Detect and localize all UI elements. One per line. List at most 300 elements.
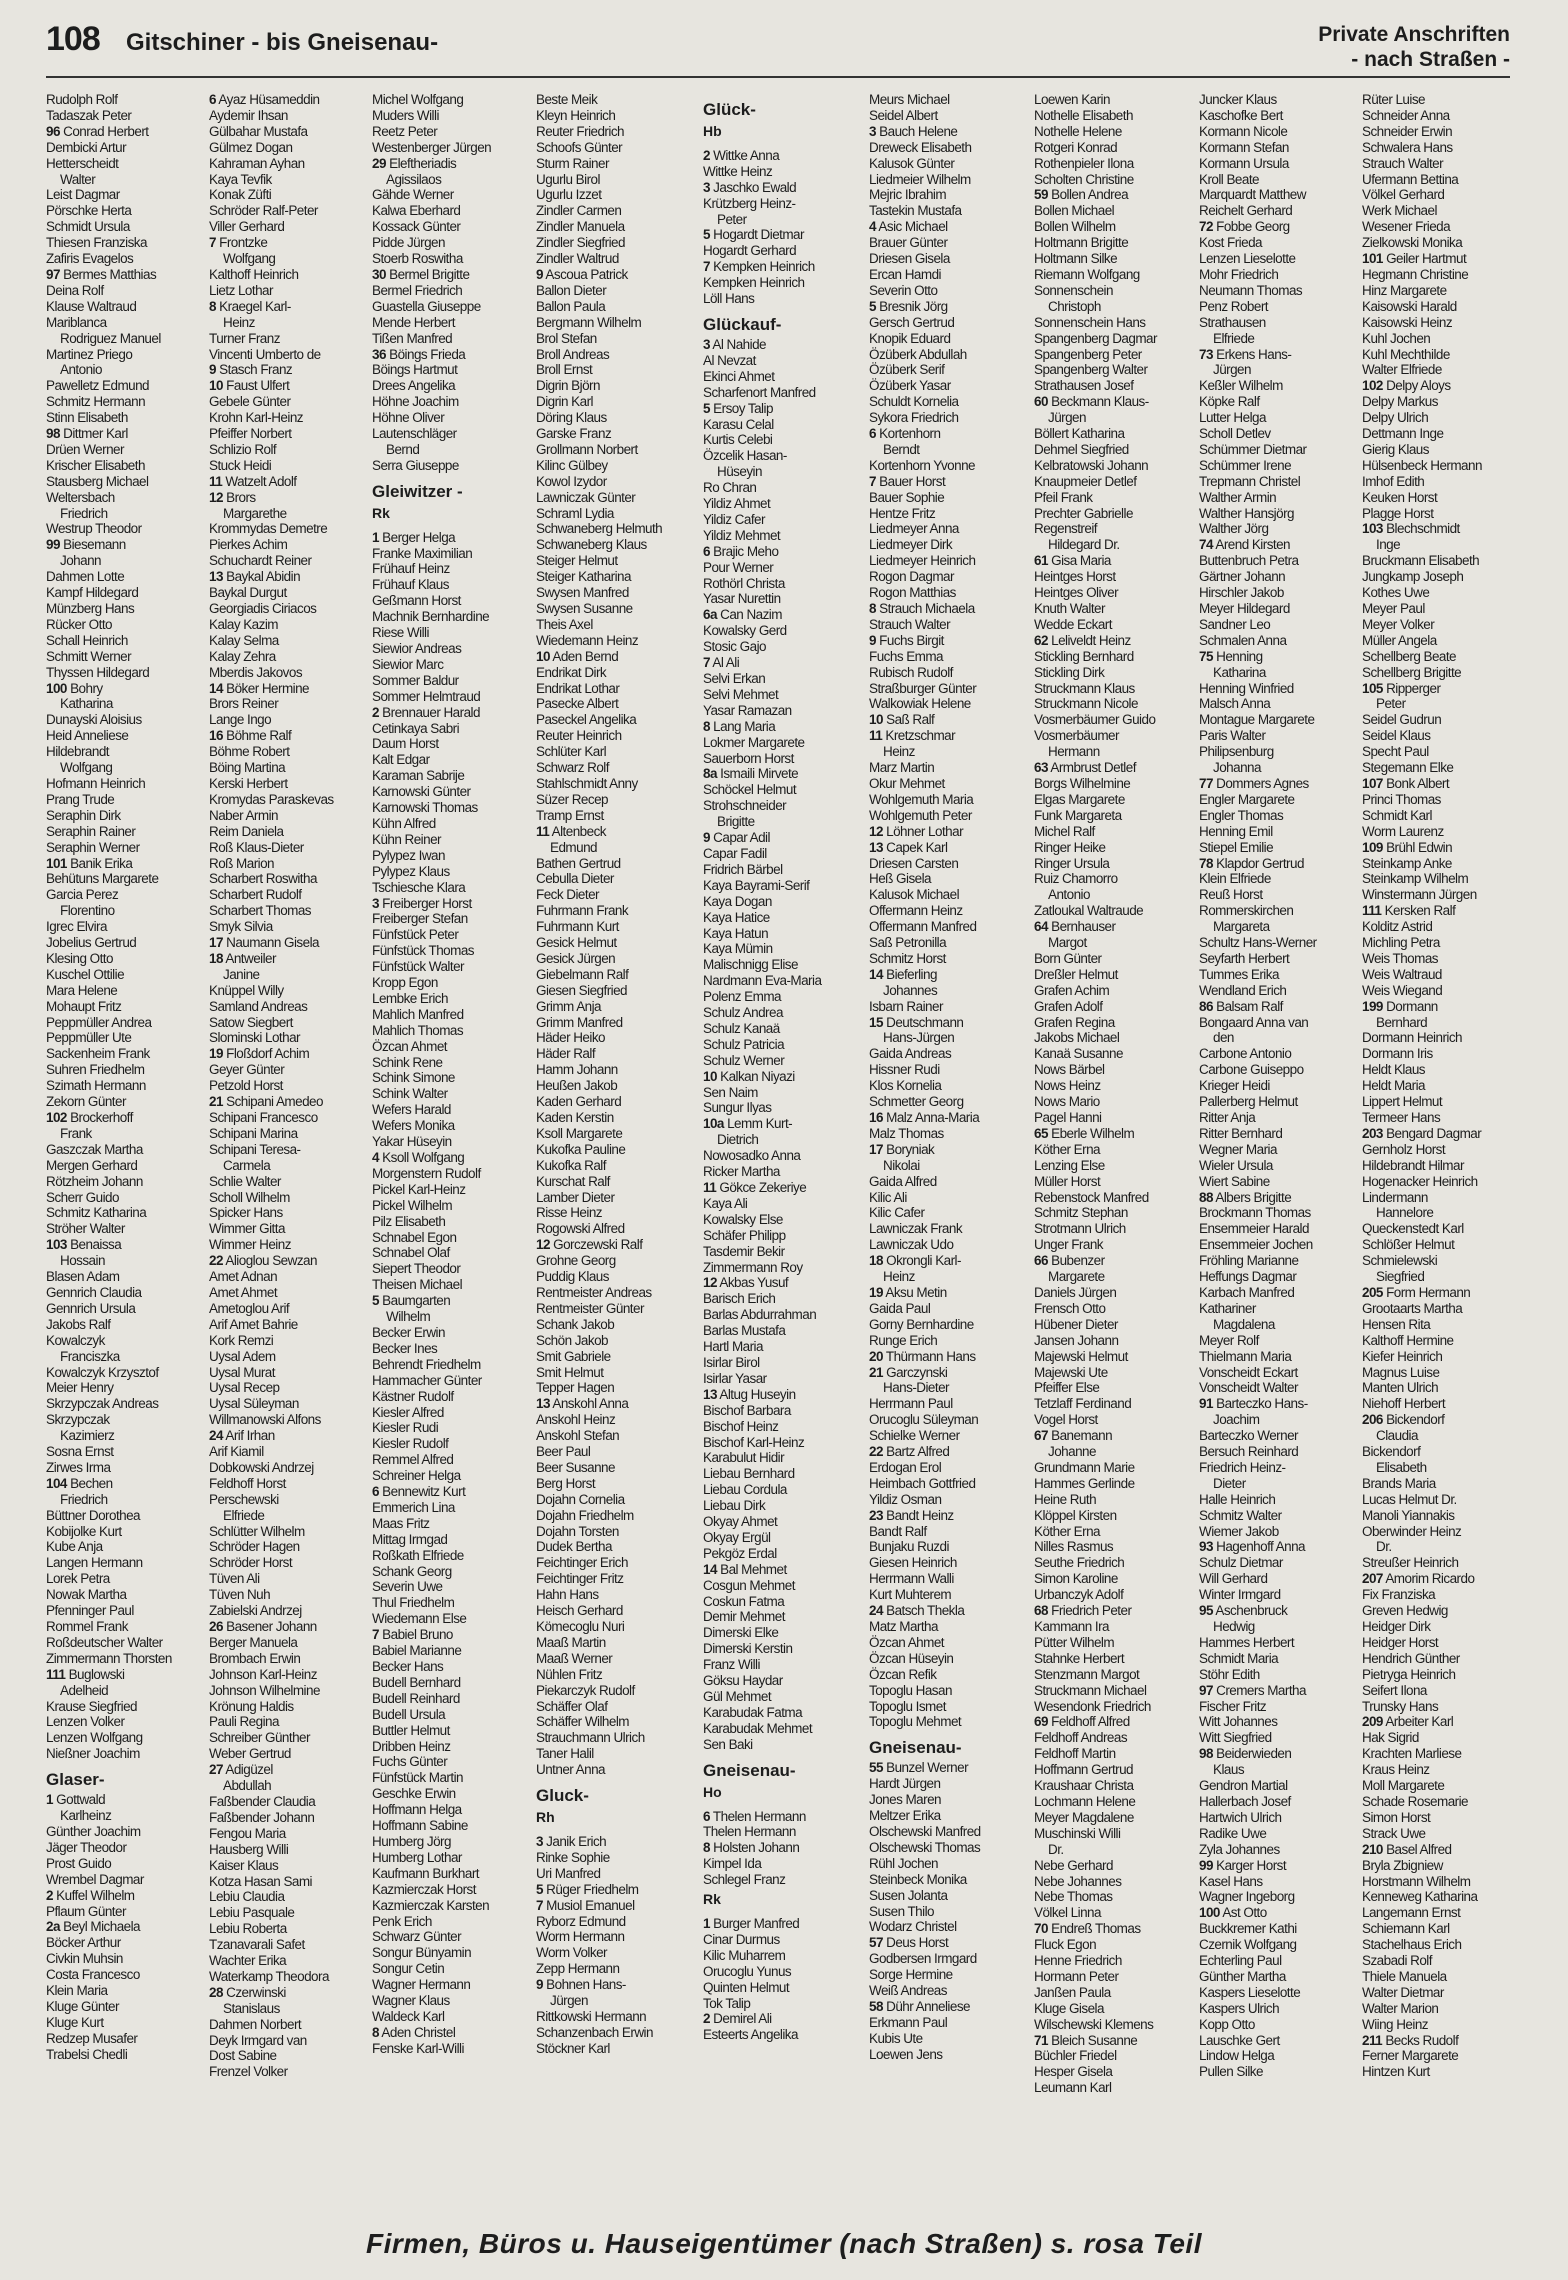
resident-entry: Aydemir Ihsan bbox=[209, 107, 288, 123]
resident-entry: Barisch Erich bbox=[703, 1291, 776, 1307]
resident-entry: Böllert Katharina bbox=[1034, 426, 1125, 442]
resident-entry: Fuchs Günter bbox=[372, 1754, 448, 1770]
house-entry: 99 Biesemann bbox=[46, 537, 126, 553]
entry-continuation: Johann bbox=[60, 553, 101, 569]
house-entry: 209 Arbeiter Karl bbox=[1362, 1714, 1454, 1730]
house-number: 7 bbox=[372, 1627, 379, 1643]
resident-entry: Schlüter Karl bbox=[536, 744, 607, 760]
resident-entry: Kaden Kerstin bbox=[536, 1110, 614, 1125]
resident-entry: Liedmeyer Heinrich bbox=[869, 553, 976, 569]
resident-entry: Kraus Heinz bbox=[1362, 1762, 1430, 1778]
house-number: 5 bbox=[372, 1293, 379, 1309]
resident-entry: Bollen Wilhelm bbox=[1034, 219, 1116, 235]
resident-entry: Hinz Margarete bbox=[1362, 282, 1447, 298]
resident-entry: Delpy Markus bbox=[1362, 394, 1438, 410]
house-entry: 55 Bunzel Werner bbox=[869, 1760, 969, 1776]
house-entry: 9 Ascoua Patrick bbox=[536, 266, 628, 282]
resident-entry: Malsch Anna bbox=[1199, 696, 1271, 712]
resident-entry: Schulz Andrea bbox=[703, 1005, 783, 1021]
resident-entry: Karasu Celal bbox=[703, 416, 774, 432]
resident-entry: Scholten Christine bbox=[1034, 171, 1134, 187]
resident-entry: Werk Michael bbox=[1362, 203, 1437, 219]
resident-entry: Zimmermann Thorsten bbox=[46, 1650, 172, 1666]
house-entry: 2 Kuffel Wilhelm bbox=[46, 1887, 135, 1903]
house-number: 2 bbox=[703, 2011, 710, 2027]
resident-entry: Kurt Muhterem bbox=[869, 1587, 952, 1603]
resident-entry: Wieler Ursula bbox=[1199, 1157, 1273, 1173]
resident-entry: Costa Francesco bbox=[46, 1967, 140, 1983]
resident-entry: Pullen Silke bbox=[1199, 2064, 1263, 2080]
resident-entry: Krommydas Demetre bbox=[209, 521, 328, 537]
resident-entry: Bischof Barbara bbox=[703, 1402, 791, 1418]
resident-entry: Ufermann Bettina bbox=[1362, 171, 1459, 187]
resident-entry: Capar Fadil bbox=[703, 845, 767, 861]
resident-entry: Yildiz Ahmet bbox=[703, 496, 771, 512]
district-code: Rh bbox=[536, 1809, 555, 1826]
resident-entry: Meyer Rolf bbox=[1199, 1332, 1259, 1348]
resident-entry: Stöckner Karl bbox=[536, 2040, 610, 2056]
resident-entry: Ballon Dieter bbox=[536, 282, 607, 298]
resident-entry: Schneider Erwin bbox=[1362, 123, 1453, 139]
resident-entry: Dribben Heinz bbox=[372, 1738, 451, 1754]
resident-entry: Lochmann Helene bbox=[1034, 1793, 1136, 1809]
house-number: 205 bbox=[1362, 1284, 1383, 1300]
house-number: 95 bbox=[1199, 1603, 1213, 1619]
resident-entry: Kalusok Michael bbox=[869, 887, 960, 903]
resident-entry: Freiberger Stefan bbox=[372, 911, 468, 927]
resident-entry: Strauch Walter bbox=[1362, 155, 1444, 171]
resident-entry: Swysen Manfred bbox=[536, 585, 629, 601]
resident-entry: Geyer Günter bbox=[209, 1062, 285, 1078]
resident-entry: Gaszczak Martha bbox=[46, 1141, 143, 1157]
house-number: 5 bbox=[536, 1881, 543, 1897]
house-number: 27 bbox=[209, 1762, 223, 1778]
resident-entry: Roßkath Elfriede bbox=[372, 1547, 464, 1563]
house-number: 99 bbox=[1199, 1857, 1213, 1873]
column-4 bbox=[536, 92, 694, 2212]
resident-entry: Echterling Paul bbox=[1199, 1953, 1282, 1969]
resident-entry: Kerski Herbert bbox=[209, 775, 288, 791]
resident-entry: Wagner Klaus bbox=[372, 1993, 450, 2009]
entry-continuation: Margarethe bbox=[223, 505, 287, 521]
resident-entry: Grafen Adolf bbox=[1034, 998, 1103, 1014]
resident-entry: Zindler Waltrud bbox=[536, 251, 619, 267]
resident-entry: Schink Simone bbox=[372, 1070, 455, 1086]
house-number: 19 bbox=[869, 1284, 883, 1300]
resident-entry: Strauchmann Ulrich bbox=[536, 1730, 645, 1746]
resident-entry: Barteczko Werner bbox=[1199, 1428, 1298, 1444]
house-number: 3 bbox=[536, 1833, 543, 1849]
resident-entry: Beste Meik bbox=[536, 92, 598, 107]
house-number: 5 bbox=[703, 227, 710, 243]
house-entry: 66 Bubenzer bbox=[1034, 1253, 1105, 1269]
resident-entry: Tetzlaff Ferdinand bbox=[1034, 1396, 1132, 1412]
resident-entry: Dimerski Elke bbox=[703, 1625, 779, 1641]
resident-entry: Schäffer Wilhelm bbox=[536, 1714, 629, 1730]
entry-continuation: Johannes bbox=[883, 982, 938, 998]
resident-entry: Susen Jolanta bbox=[869, 1887, 948, 1903]
resident-entry: Rentmeister Andreas bbox=[536, 1284, 652, 1300]
resident-entry: Anskohl Stefan bbox=[536, 1428, 620, 1444]
house-number: 70 bbox=[1034, 1921, 1048, 1937]
resident-entry: Weltersbach bbox=[46, 489, 115, 505]
resident-entry: Rogon Dagmar bbox=[869, 569, 954, 585]
house-entry: 6a Can Nazim bbox=[703, 607, 782, 623]
resident-entry: Runge Erich bbox=[869, 1332, 938, 1348]
resident-entry: Daniels Jürgen bbox=[1034, 1284, 1117, 1300]
resident-entry: Nebe Thomas bbox=[1034, 1889, 1113, 1905]
resident-entry: Skrzypczak bbox=[46, 1412, 110, 1428]
entry-continuation: Margot bbox=[1048, 935, 1087, 951]
resident-entry: Behütuns Margarete bbox=[46, 871, 159, 887]
house-number: 61 bbox=[1034, 553, 1048, 569]
resident-entry: Schlizio Rolf bbox=[209, 441, 277, 457]
house-number: 16 bbox=[869, 1110, 883, 1125]
resident-entry: Kammann Ira bbox=[1034, 1619, 1109, 1634]
house-number: 64 bbox=[1034, 919, 1048, 935]
resident-entry: Karnowski Günter bbox=[372, 784, 471, 800]
resident-entry: Okur Mehmet bbox=[869, 775, 945, 791]
district-code: Hb bbox=[703, 123, 722, 139]
resident-entry: Spangenberg Dagmar bbox=[1034, 330, 1157, 346]
resident-entry: Thul Friedhelm bbox=[372, 1595, 455, 1611]
house-entry: 2 Demirel Ali bbox=[703, 2011, 772, 2027]
resident-entry: Offermann Heinz bbox=[869, 903, 963, 919]
resident-entry: Humberg Jörg bbox=[372, 1833, 451, 1849]
resident-entry: Weis Thomas bbox=[1362, 950, 1438, 966]
resident-entry: Höhne Joachim bbox=[372, 394, 459, 410]
house-entry: 10 Kalkan Niyazi bbox=[703, 1068, 795, 1084]
resident-entry: Weis Waltraud bbox=[1362, 966, 1442, 982]
resident-entry: Coskun Fatma bbox=[703, 1593, 785, 1609]
resident-entry: Henning Winfried bbox=[1199, 680, 1294, 696]
resident-entry: Kömecoglu Nuri bbox=[536, 1619, 625, 1634]
resident-entry: Höhne Oliver bbox=[372, 410, 445, 426]
house-number: 65 bbox=[1034, 1125, 1048, 1141]
resident-entry: Schümmer Dietmar bbox=[1199, 441, 1307, 457]
resident-entry: Sen Naim bbox=[703, 1084, 758, 1100]
resident-entry: Rebenstock Manfred bbox=[1034, 1189, 1149, 1205]
resident-entry: Zyla Johannes bbox=[1199, 1841, 1280, 1857]
entry-continuation: Hossain bbox=[60, 1253, 105, 1269]
resident-entry: Rubisch Rudolf bbox=[869, 664, 953, 680]
resident-entry: Heintges Oliver bbox=[1034, 585, 1119, 601]
entry-continuation: Hüseyin bbox=[717, 464, 762, 480]
entry-continuation: Karlheinz bbox=[60, 1808, 112, 1824]
house-entry: 24 Batsch Thekla bbox=[869, 1603, 965, 1619]
resident-entry: Kästner Rudolf bbox=[372, 1388, 454, 1404]
resident-entry: Kaspers Ulrich bbox=[1199, 2000, 1280, 2016]
resident-entry: Weis Wiegand bbox=[1362, 982, 1443, 998]
resident-entry: Heldt Maria bbox=[1362, 1078, 1425, 1094]
house-entry: 105 Ripperger bbox=[1362, 680, 1441, 696]
entry-continuation: Magdalena bbox=[1213, 1316, 1275, 1332]
house-number: 73 bbox=[1199, 346, 1213, 362]
resident-entry: Hildebrandt bbox=[46, 744, 109, 760]
resident-entry: Rühl Jochen bbox=[869, 1855, 938, 1871]
resident-entry: Pflaum Günter bbox=[46, 1903, 126, 1919]
resident-entry: Schümmer Irene bbox=[1199, 457, 1292, 473]
house-entry: 7 Bauer Horst bbox=[869, 473, 946, 489]
resident-entry: Tastekin Mustafa bbox=[869, 203, 962, 219]
house-number: 11 bbox=[869, 728, 883, 744]
house-number: 6 bbox=[209, 92, 216, 107]
resident-entry: Schuldt Kornelia bbox=[869, 394, 959, 410]
resident-entry: Ekinci Ahmet bbox=[703, 368, 775, 384]
entry-continuation: Elisabeth bbox=[1376, 1459, 1427, 1475]
resident-entry: Seraphin Dirk bbox=[46, 807, 121, 823]
resident-entry: Scharbert Thomas bbox=[209, 903, 312, 919]
resident-entry: Meltzer Erika bbox=[869, 1808, 941, 1824]
house-entry: 78 Klapdor Gertrud bbox=[1199, 855, 1304, 871]
resident-entry: Schall Heinrich bbox=[46, 632, 128, 648]
entry-continuation: Frank bbox=[60, 1125, 92, 1141]
house-number: 211 bbox=[1362, 2032, 1383, 2048]
entry-continuation: Wolfgang bbox=[60, 760, 113, 776]
house-entry: 5 Bresnik Jörg bbox=[869, 298, 948, 314]
resident-entry: Selvi Mehmet bbox=[703, 686, 779, 702]
resident-entry: Martinez Priego bbox=[46, 346, 133, 362]
resident-entry: Köther Erna bbox=[1034, 1141, 1100, 1157]
resident-entry: Bunjaku Ruzdi bbox=[869, 1539, 949, 1555]
resident-entry: Fuhrmann Kurt bbox=[536, 919, 619, 935]
resident-entry: Montague Margarete bbox=[1199, 712, 1315, 728]
resident-entry: Paris Walter bbox=[1199, 728, 1266, 744]
resident-entry: Jakobs Michael bbox=[1034, 1030, 1120, 1046]
resident-entry: Häder Heiko bbox=[536, 1030, 605, 1046]
resident-entry: Schank Jakob bbox=[536, 1316, 615, 1332]
house-number: 6 bbox=[372, 1484, 379, 1500]
column-6 bbox=[869, 92, 1027, 2212]
resident-entry: Stickling Dirk bbox=[1034, 664, 1105, 680]
resident-entry: Stickling Bernhard bbox=[1034, 648, 1134, 664]
resident-entry: Struckmann Nicole bbox=[1034, 696, 1138, 712]
resident-entry: Vosmerbäumer bbox=[1034, 728, 1119, 744]
resident-entry: Riemann Wolfgang bbox=[1034, 266, 1140, 282]
house-number: 2 bbox=[372, 704, 379, 720]
resident-entry: Garske Franz bbox=[536, 426, 612, 442]
resident-entry: Strathausen bbox=[1199, 314, 1266, 330]
resident-entry: Buckkremer Kathi bbox=[1199, 1921, 1297, 1937]
resident-entry: Specht Paul bbox=[1362, 744, 1429, 760]
resident-entry: Petzold Horst bbox=[209, 1078, 283, 1094]
resident-entry: Kotza Hasan Sami bbox=[209, 1873, 313, 1889]
house-entry: 98 Beiderwieden bbox=[1199, 1746, 1292, 1762]
resident-entry: Kasel Hans bbox=[1199, 1873, 1263, 1889]
house-number: 59 bbox=[1034, 187, 1048, 203]
resident-entry: Stenzmann Margot bbox=[1034, 1666, 1140, 1682]
house-number: 199 bbox=[1362, 998, 1383, 1014]
resident-entry: Kobijolke Kurt bbox=[46, 1523, 122, 1539]
resident-entry: Yildiz Osman bbox=[869, 1491, 942, 1507]
resident-entry: Hausberg Willi bbox=[209, 1841, 289, 1857]
resident-entry: Schulz Kanaä bbox=[703, 1020, 780, 1036]
resident-entry: Schlütter Wilhelm bbox=[209, 1523, 305, 1539]
resident-entry: Uysal Adem bbox=[209, 1348, 276, 1364]
resident-entry: Smit Helmut bbox=[536, 1364, 604, 1380]
resident-entry: Nows Bärbel bbox=[1034, 1062, 1105, 1078]
resident-entry: Kazmierczak Karsten bbox=[372, 1897, 490, 1913]
resident-entry: Ugurlu Izzet bbox=[536, 187, 602, 203]
resident-entry: Schlegel Franz bbox=[703, 1872, 786, 1888]
resident-entry: Siewior Andreas bbox=[372, 641, 462, 656]
resident-entry: Stiepel Emilie bbox=[1199, 839, 1274, 855]
resident-entry: Lebiu Roberta bbox=[209, 1921, 287, 1937]
house-entry: 24 Arif Irhan bbox=[209, 1428, 275, 1444]
resident-entry: Becker Ines bbox=[372, 1340, 438, 1356]
house-number: 1 bbox=[703, 1915, 710, 1931]
resident-entry: Horstmann Wilhelm bbox=[1362, 1873, 1471, 1889]
resident-entry: Kluge Gisela bbox=[1034, 2000, 1104, 2016]
resident-entry: Schipani Teresa- bbox=[209, 1141, 301, 1157]
entry-continuation: Abdullah bbox=[223, 1778, 272, 1794]
resident-entry: Müller Angela bbox=[1362, 632, 1437, 648]
resident-entry: Müller Horst bbox=[1034, 1173, 1101, 1189]
resident-entry: Heimbach Gottfried bbox=[869, 1475, 976, 1491]
resident-entry: Jansen Johann bbox=[1034, 1332, 1119, 1348]
resident-entry: Delpy Ulrich bbox=[1362, 410, 1429, 426]
entry-continuation: Edmund bbox=[550, 839, 597, 855]
house-entry: 10 Saß Ralf bbox=[869, 712, 935, 728]
resident-entry: Münzberg Hans bbox=[46, 601, 135, 616]
resident-entry: Uri Manfred bbox=[536, 1865, 601, 1881]
resident-entry: Isirlar Birol bbox=[703, 1354, 760, 1370]
house-entry: 8 Kraegel Karl- bbox=[209, 298, 291, 314]
resident-entry: Westenberger Jürgen bbox=[372, 139, 492, 155]
resident-entry: Prang Trude bbox=[46, 791, 115, 807]
resident-entry: Carbone Guiseppo bbox=[1199, 1062, 1304, 1078]
resident-entry: Uysal Recep bbox=[209, 1380, 280, 1396]
house-number: 6 bbox=[703, 1808, 710, 1824]
resident-entry: Schmetter Georg bbox=[869, 1094, 964, 1110]
house-number: 10 bbox=[536, 648, 550, 664]
resident-entry: Brol Stefan bbox=[536, 330, 597, 346]
house-entry: 8 Aden Christel bbox=[372, 2024, 456, 2040]
entry-continuation: Johanne bbox=[1048, 1444, 1096, 1460]
resident-entry: Wagner Ingeborg bbox=[1199, 1889, 1295, 1905]
resident-entry: Kothes Uwe bbox=[1362, 585, 1430, 601]
house-entry: 101 Banik Erika bbox=[46, 855, 133, 871]
resident-entry: Viller Gerhard bbox=[209, 219, 285, 235]
resident-entry: Prost Guido bbox=[46, 1855, 112, 1871]
resident-entry: Gärtner Johann bbox=[1199, 569, 1286, 585]
resident-entry: Winstermann Jürgen bbox=[1362, 887, 1477, 903]
house-number: 93 bbox=[1199, 1539, 1213, 1555]
resident-entry: Dormann Heinrich bbox=[1362, 1030, 1462, 1046]
resident-entry: Struckmann Michael bbox=[1034, 1682, 1147, 1698]
house-number: 88 bbox=[1199, 1189, 1213, 1205]
resident-entry: Oberwinder Heinz bbox=[1362, 1523, 1462, 1539]
resident-entry: Franke Maximilian bbox=[372, 545, 473, 561]
house-entry: 11 Altenbeck bbox=[536, 823, 606, 839]
resident-entry: Özcan Ahmet bbox=[372, 1038, 447, 1054]
resident-entry: Böing Martina bbox=[209, 760, 286, 776]
resident-entry: Seuthe Friedrich bbox=[1034, 1555, 1125, 1571]
resident-entry: Engler Margarete bbox=[1199, 791, 1295, 807]
address-columns bbox=[46, 92, 1510, 2212]
resident-entry: Kowol Izydor bbox=[536, 473, 607, 489]
resident-entry: Heffungs Dagmar bbox=[1199, 1269, 1297, 1285]
column-8 bbox=[1199, 92, 1357, 2212]
resident-entry: Nowak Martha bbox=[46, 1587, 127, 1603]
resident-entry: Wachter Erika bbox=[209, 1953, 287, 1969]
entry-continuation: Stanislaus bbox=[223, 2000, 280, 2016]
resident-entry: Reuter Heinrich bbox=[536, 728, 622, 744]
resident-entry: Stegemann Elke bbox=[1362, 760, 1454, 776]
resident-entry: Klein Maria bbox=[46, 1983, 108, 1999]
resident-entry: Lebiu Claudia bbox=[209, 1889, 285, 1905]
house-entry: 4 Ksoll Wolfgang bbox=[372, 1150, 465, 1165]
resident-entry: Tok Talip bbox=[703, 1995, 751, 2011]
resident-entry: Ksoll Margarete bbox=[536, 1125, 623, 1141]
resident-entry: Hesper Gisela bbox=[1034, 2064, 1113, 2080]
resident-entry: Gesick Jürgen bbox=[536, 950, 616, 966]
house-number: 58 bbox=[869, 1998, 883, 2014]
resident-entry: Kleyn Heinrich bbox=[536, 107, 616, 123]
resident-entry: Steiger Helmut bbox=[536, 553, 618, 569]
house-entry: 29 Eleftheriadis bbox=[372, 155, 457, 171]
resident-entry: Krohn Karl-Heinz bbox=[209, 410, 303, 426]
resident-entry: Faßbender Claudia bbox=[209, 1793, 316, 1809]
resident-entry: Hofmann Heinrich bbox=[46, 775, 146, 791]
resident-entry: Nardmann Eva-Maria bbox=[703, 973, 822, 989]
resident-entry: Zekorn Günter bbox=[46, 1094, 126, 1110]
column-9 bbox=[1362, 92, 1520, 2212]
house-number: 14 bbox=[703, 1561, 717, 1577]
resident-entry: Straßburger Günter bbox=[869, 680, 977, 696]
resident-entry: Knaupmeier Detlef bbox=[1034, 473, 1137, 489]
house-number: 111 bbox=[1362, 903, 1382, 919]
resident-entry: Knuth Walter bbox=[1034, 601, 1105, 616]
resident-entry: Severin Uwe bbox=[372, 1579, 443, 1595]
resident-entry: Digrin Björn bbox=[536, 378, 600, 394]
resident-entry: Smyk Silvia bbox=[209, 919, 273, 935]
resident-entry: Severin Otto bbox=[869, 282, 938, 298]
resident-entry: Johnson Wilhelmine bbox=[209, 1682, 320, 1698]
resident-entry: Schreiber Günther bbox=[209, 1730, 310, 1746]
resident-entry: Kalay Selma bbox=[209, 632, 279, 648]
resident-entry: Gesick Helmut bbox=[536, 935, 617, 951]
house-number: 17 bbox=[209, 935, 223, 951]
resident-entry: Klöppel Kirsten bbox=[1034, 1507, 1117, 1523]
resident-entry: Roß Klaus-Dieter bbox=[209, 839, 304, 855]
resident-entry: Remmel Alfred bbox=[372, 1452, 454, 1468]
house-entry: 11 Watzelt Adolf bbox=[209, 473, 297, 489]
resident-entry: Lautenschläger bbox=[372, 426, 457, 442]
resident-entry: Giebelmann Ralf bbox=[536, 966, 629, 982]
resident-entry: Bischof Karl-Heinz bbox=[703, 1434, 805, 1450]
house-entry: 17 Boryniak bbox=[869, 1141, 935, 1157]
resident-entry: Kaspers Lieselotte bbox=[1199, 1984, 1301, 2000]
resident-entry: Zabielski Andrzej bbox=[209, 1603, 302, 1619]
resident-entry: Uysal Süleyman bbox=[209, 1396, 299, 1412]
resident-entry: Kork Remzi bbox=[209, 1332, 274, 1348]
resident-entry: Grootaarts Martha bbox=[1362, 1300, 1463, 1316]
resident-entry: Ensemmeier Harald bbox=[1199, 1221, 1309, 1237]
house-number: 103 bbox=[1362, 521, 1383, 537]
resident-entry: Kaya Mümin bbox=[703, 941, 773, 957]
resident-entry: Klause Waltraud bbox=[46, 298, 137, 314]
resident-entry: Bermel Friedrich bbox=[372, 282, 463, 298]
resident-entry: Walkowiak Helene bbox=[869, 696, 971, 712]
resident-entry: Malischnigg Elise bbox=[703, 957, 798, 973]
resident-entry: Liedmeyer Anna bbox=[869, 521, 959, 537]
house-entry: 23 Bandt Heinz bbox=[869, 1507, 954, 1523]
entry-continuation: Katharina bbox=[60, 696, 113, 712]
resident-entry: Kaya Bayrami-Serif bbox=[703, 877, 810, 893]
resident-entry: Pasecke Albert bbox=[536, 696, 619, 712]
house-entry: 59 Bollen Andrea bbox=[1034, 187, 1129, 203]
